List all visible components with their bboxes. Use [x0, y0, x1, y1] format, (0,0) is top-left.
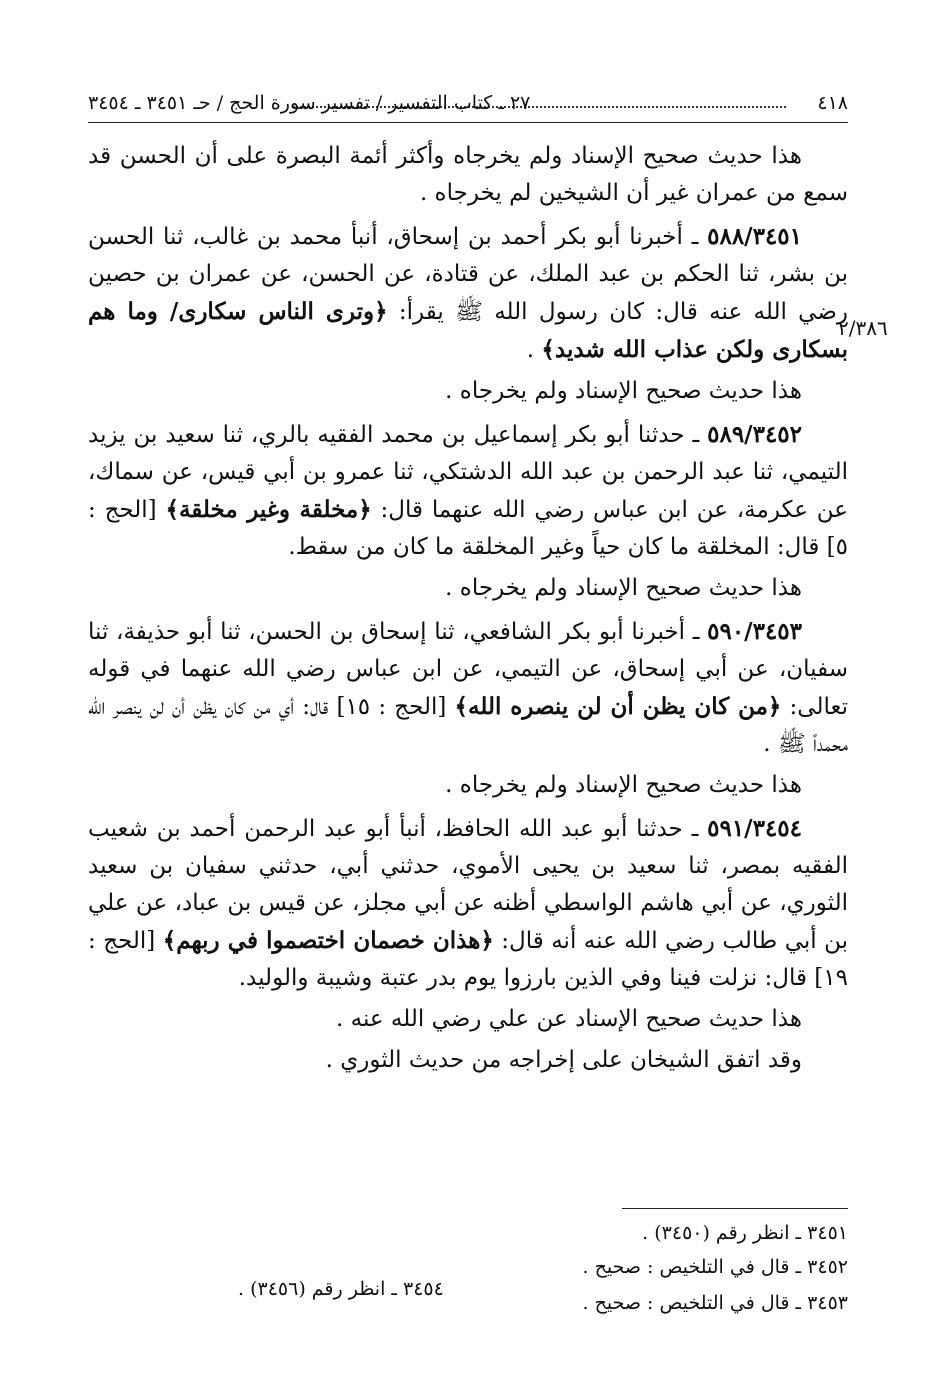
- paragraph-tail: [الحج : ١٥] قال: أي من كان يظن أن لن ينصر الله محمداً ﷺ .: [88, 694, 848, 757]
- paragraph-comment: [88, 373, 848, 410]
- paragraph-text: هذا حديث صحيح الإسناد ولم يخرجاه .: [445, 378, 802, 404]
- quran-quote: ﴿من كان يظن أن لن ينصره الله﴾: [454, 693, 782, 720]
- paragraph-comment: [88, 1042, 848, 1079]
- paragraph-text: هذا حديث صحيح الإسناد ولم يخرجاه .: [445, 772, 802, 798]
- paragraph-tail: .: [526, 337, 542, 363]
- paragraph-text: هذا حديث صحيح الإسناد ولم يخرجاه .: [445, 575, 802, 601]
- hadith-number: ٥٩١/٣٤٥٤: [707, 815, 802, 842]
- footnote-3454: ٣٤٥٤ ـ انظر رقم (٣٤٥٦) .: [238, 1278, 444, 1300]
- hadith-number: ٥٩٠/٣٤٥٣: [707, 618, 802, 645]
- paragraph-text: ـ حدثنا أبو بكر إسماعيل بن محمد الفقيه بالري، ثنا سعيد بن يزيد التيمي، ثنا عبد الرحمن بن عبد الله الدشتكي، ثنا عمرو بن أبي قيس، عن سماك، عن عكرمة، عن ابن عباس رضي الله عنهما قال:: [88, 422, 849, 523]
- page-number: ٤١٨: [817, 92, 848, 114]
- quran-quote: ﴿مخلقة وغير مخلقة﴾: [165, 496, 372, 523]
- footnote-3451: ٣٤٥١ ـ انظر رقم (٣٤٥٠) .: [642, 1222, 848, 1244]
- paragraph-tail: [الحج : ٥] قال: المخلقة ما كان حياً وغير المخلقة ما كان من سقط.: [88, 497, 848, 560]
- paragraph-text: ـ أخبرنا أبو بكر الشافعي، ثنا إسحاق بن الحسن، ثنا أبو حذيفة، ثنا سفيان، عن أبي إسحاق، عن التيمي، عن ابن عباس رضي الله عنهما في قوله تعالى:: [88, 619, 848, 720]
- footnote-3453: ٣٤٥٣ ـ قال في التلخيص : صحيح .: [582, 1292, 848, 1314]
- hadith-number: ٥٨٨/٣٤٥١: [707, 223, 802, 250]
- paragraph-comment: [88, 1001, 848, 1038]
- quran-quote: ﴿وترى الناس سكارى/ وما هم بسكارى ولكن عذاب الله شديد﴾: [88, 298, 848, 363]
- paragraph-text: ـ حدثنا أبو عبد الله الحافظ، أنبأ أبو عبد الرحمن أحمد بن شعيب الفقيه بمصر، ثنا سعيد بن يحيى الأموي، حدثني أبي، حدثني سفيان بن سعيد الثوري، عن أبي هاشم الواسطي أظنه عن أبي مجلز، عن قيس بن عباد، عن علي بن أبي طالب رضي الله عنه أنه قال:: [88, 816, 849, 954]
- hadith-3452: [88, 416, 848, 566]
- header-rule: [88, 122, 848, 123]
- footnote-separator: [622, 1208, 848, 1209]
- running-header: [88, 86, 848, 120]
- paragraph-comment: [88, 570, 848, 607]
- main-text: [88, 138, 848, 1083]
- quran-quote: ﴿هذان خصمان اختصموا في ربهم﴾: [162, 927, 494, 954]
- hadith-number: ٥٨٩/٣٤٥٢: [707, 421, 802, 448]
- running-title: ٢٧ ـ كتاب التفسير / تفسير سورة الحج / حـ ٣٤٥١ ـ ٣٤٥٤: [88, 92, 531, 114]
- paragraph-text: ـ أخبرنا أبو بكر أحمد بن إسحاق، أنبأ محمد بن غالب، ثنا الحسن بن بشر، ثنا الحكم بن عبد الملك، عن قتادة، عن الحسن، عن عمران بن حصين رضي الله عنه قال: كان رسول الله ﷺ يقرأ:: [88, 224, 848, 325]
- paragraph-comment: [88, 767, 848, 804]
- footnote-3452: ٣٤٥٢ ـ قال في التلخيص : صحيح .: [582, 1256, 848, 1278]
- hadith-3454: [88, 810, 848, 997]
- margin-volume-page-ref: ٢/٣٨٦: [838, 316, 888, 340]
- footnotes: [88, 1222, 848, 1332]
- hadith-3453: [88, 613, 848, 763]
- hadith-3451: [88, 218, 848, 369]
- paragraph-text: هذا حديث صحيح الإسناد عن علي رضي الله عنه .: [336, 1006, 802, 1032]
- paragraph-tail: [الحج : ١٩] قال: نزلت فينا وفي الذين بارزوا يوم بدر عتبة وشيبة والوليد.: [88, 928, 848, 991]
- paragraph-text: هذا حديث صحيح الإسناد ولم يخرجاه وأكثر أئمة البصرة على أن الحسن قد سمع من عمران غير أن الشيخين لم يخرجاه .: [88, 143, 848, 206]
- paragraph-comment: [88, 138, 848, 212]
- paragraph-text: وقد اتفق الشيخان على إخراجه من حديث الثوري .: [325, 1047, 802, 1073]
